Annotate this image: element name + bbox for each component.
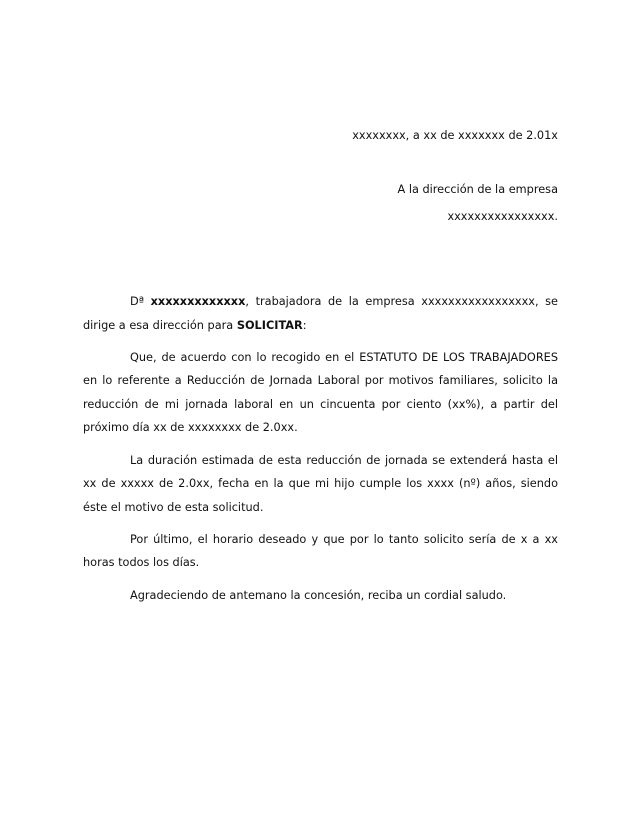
paragraph-duration: La duración estimada de esta reducción de jornada se extenderá hasta el xx de xxxxx de 2.0xx, fecha en la que mi hijo cumple los xxxx (nº) años, siendo éste el motivo de esta solicitud.	[83, 453, 558, 514]
paragraph-introduction	[83, 290, 558, 337]
recipient-line: A la dirección de la empresa	[397, 183, 558, 196]
request-action: SOLICITAR	[236, 318, 303, 332]
intro-suffix: :	[302, 318, 307, 332]
paragraph-request: Que, de acuerdo con lo recogido en el ESTATUTO DE LOS TRABAJADORES en lo referente a Reducción de Jornada Laboral por motivos familiares, solicito la reducción de mi jornada laboral en un cincuenta por ciento (xx%), a partir del próximo día xx de xxxxxxxx de 2.0xx.	[83, 350, 558, 435]
intro-text: , trabajadora de la empresa xxxxxxxxxxxxxxxxx, se dirige a esa dirección para	[83, 295, 558, 332]
paragraph-schedule: Por último, el horario deseado y que por lo tanto solicito sería de x a xx horas todos los días.	[83, 532, 558, 570]
letter-body	[83, 290, 558, 616]
place-date-line: xxxxxxxx, a xx de xxxxxxx de 2.01x	[352, 129, 558, 142]
title-prefix: Dª	[130, 295, 151, 308]
recipient-company-line: xxxxxxxxxxxxxxxx.	[447, 210, 558, 223]
applicant-name: xxxxxxxxxxxxx	[150, 295, 246, 308]
paragraph-closing: Agradeciendo de antemano la concesión, reciba un cordial saludo.	[130, 588, 507, 602]
